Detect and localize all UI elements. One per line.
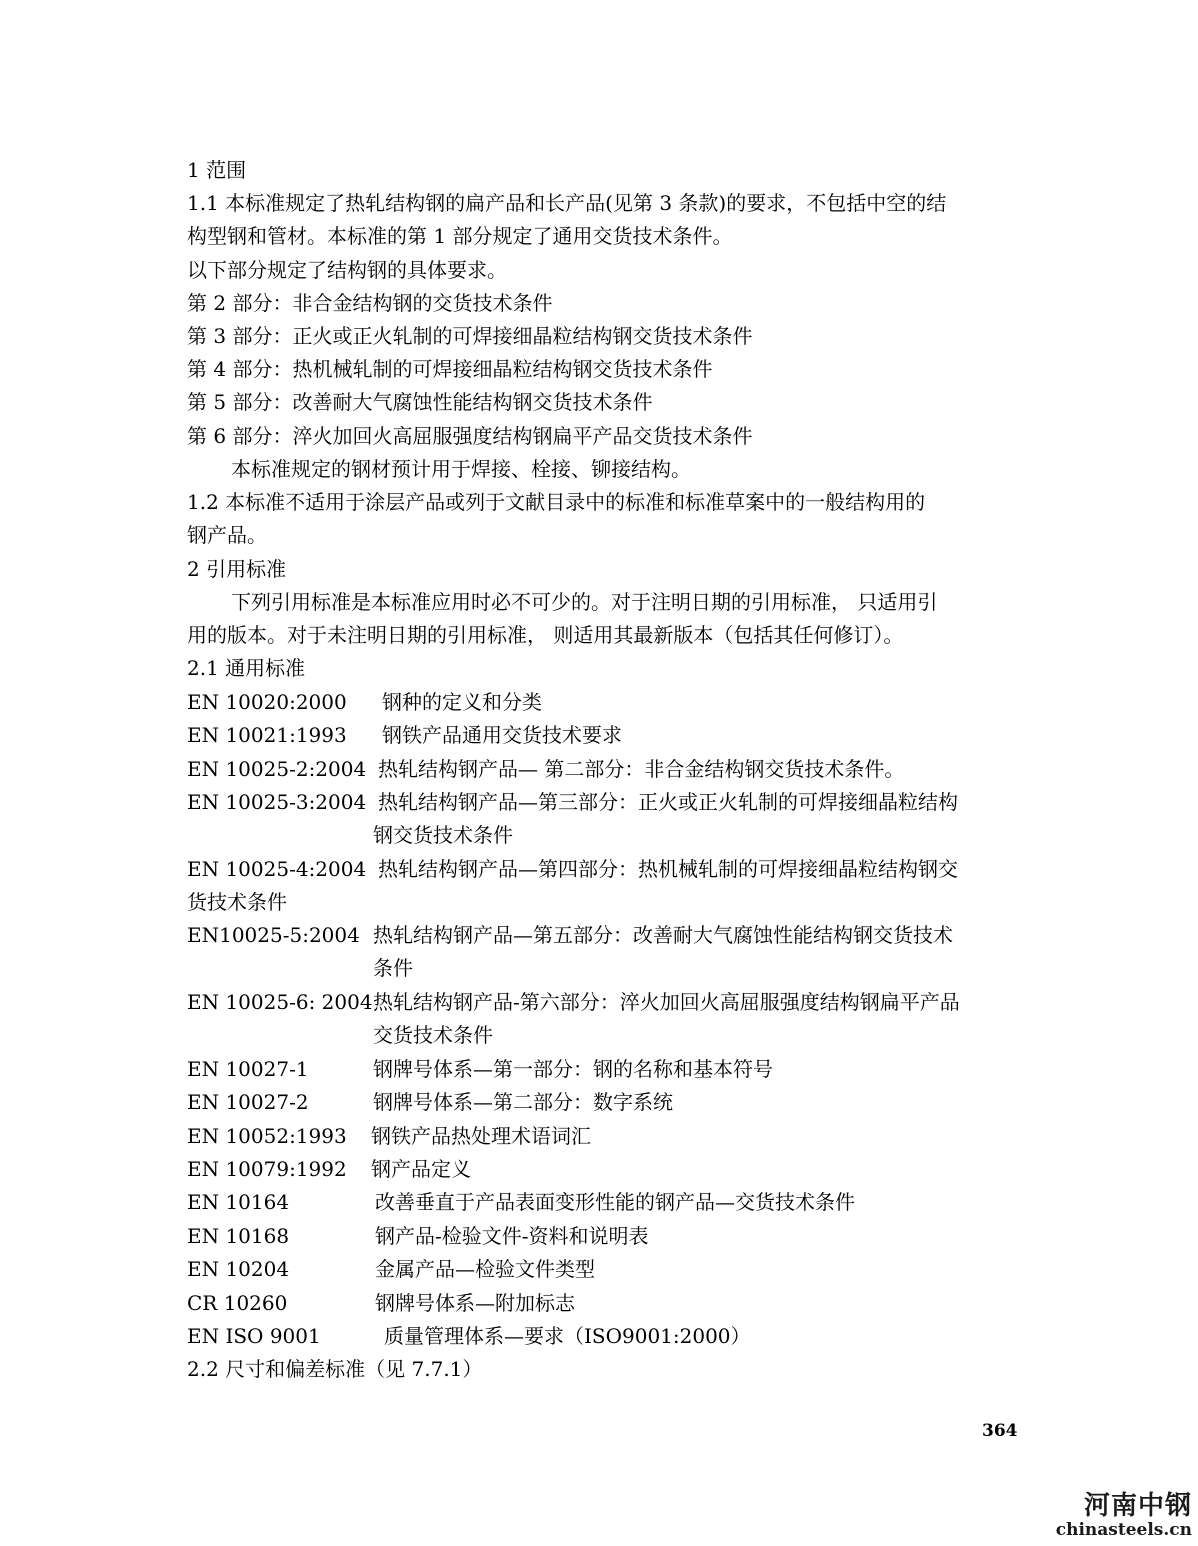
reference-description: 钢产品定义 xyxy=(371,1157,471,1181)
reference-code: CR 10260 xyxy=(187,1291,288,1315)
paragraph-line: 以下部分规定了结构钢的具体要求。 xyxy=(187,258,507,282)
reference-description: 热轧结构钢产品—第三部分：正火或正火轧制的可焊接细晶粒结构 xyxy=(378,790,958,814)
reference-description: 钢牌号体系—第一部分：钢的名称和基本符号 xyxy=(373,1057,773,1081)
reference-code: EN 10204 xyxy=(187,1257,290,1281)
reference-description: 钢牌号体系—第二部分：数字系统 xyxy=(373,1090,673,1114)
paragraph-line: 用的版本。对于未注明日期的引用标准， 则适用其最新版本（包括其任何修订）。 xyxy=(187,623,904,647)
reference-code: EN 10052:1993 xyxy=(187,1124,347,1148)
reference-description: 热轧结构钢产品-第六部分：淬火加回火高屈服强度结构钢扁平产品 xyxy=(373,990,960,1014)
reference-description-continued: 钢交货技术条件 xyxy=(373,823,513,847)
reference-description: 质量管理体系—要求（ISO9001:2000） xyxy=(384,1324,751,1348)
paragraph-line: 下列引用标准是本标准应用时必不可少的。对于注明日期的引用标准， 只适用引 xyxy=(231,590,938,614)
reference-description: 改善垂直于产品表面变形性能的钢产品—交货技术条件 xyxy=(375,1190,855,1214)
reference-description: 热轧结构钢产品—第四部分：热机械轧制的可焊接细晶粒结构钢交 xyxy=(378,857,958,881)
list-item: 第 6 部分：淬火加回火高屈服强度结构钢扁平产品交货技术条件 xyxy=(187,424,753,448)
reference-code: EN 10164 xyxy=(187,1190,290,1214)
list-item: 第 5 部分：改善耐大气腐蚀性能结构钢交货技术条件 xyxy=(187,390,653,414)
paragraph-line: 钢产品。 xyxy=(187,523,267,547)
watermark-domain: chinasteels.cn xyxy=(1055,1520,1192,1540)
reference-code: EN 10025-2:2004 xyxy=(187,757,367,781)
page-number: 364 xyxy=(982,1421,1018,1441)
reference-code: EN 10020:2000 xyxy=(187,690,347,714)
reference-description: 钢种的定义和分类 xyxy=(382,690,542,714)
reference-code: EN 10027-2 xyxy=(187,1090,309,1114)
reference-code: EN 10025-3:2004 xyxy=(187,790,367,814)
subsection-heading: 2.2 尺寸和偏差标准（见 7.7.1） xyxy=(187,1357,483,1381)
reference-code: EN 10025-4:2004 xyxy=(187,857,367,881)
reference-code: EN 10027-1 xyxy=(187,1057,309,1081)
reference-description: 金属产品—检验文件类型 xyxy=(375,1257,595,1281)
site-watermark xyxy=(1056,1492,1192,1540)
paragraph-line: 1.2 本标准不适用于涂层产品或列于文献目录中的标准和标准草案中的一般结构用的 xyxy=(187,490,926,514)
list-item: 第 4 部分：热机械轧制的可焊接细晶粒结构钢交货技术条件 xyxy=(187,357,713,381)
reference-code: EN10025-5:2004 xyxy=(187,923,360,947)
list-item: 第 3 部分：正火或正火轧制的可焊接细晶粒结构钢交货技术条件 xyxy=(187,324,753,348)
watermark-chinese: 河南中钢 xyxy=(1083,1491,1192,1521)
reference-code: EN ISO 9001 xyxy=(187,1324,321,1348)
list-item: 第 2 部分：非合金结构钢的交货技术条件 xyxy=(187,291,553,315)
reference-description: 钢产品-检验文件-资料和说明表 xyxy=(375,1224,649,1248)
reference-description: 钢牌号体系—附加标志 xyxy=(375,1291,575,1315)
section-heading-references: 2 引用标准 xyxy=(187,557,287,581)
subsection-heading: 2.1 通用标准 xyxy=(187,656,306,680)
reference-description: 热轧结构钢产品—第五部分：改善耐大气腐蚀性能结构钢交货技术 xyxy=(373,923,953,947)
section-heading-scope: 1 范围 xyxy=(187,158,247,182)
reference-code: EN 10025-6: 2004 xyxy=(187,990,373,1014)
reference-description-continued: 条件 xyxy=(373,956,413,980)
paragraph-line: 1.1 本标准规定了热轧结构钢的扁产品和长产品(见第 3 条款)的要求，不包括中空的结 xyxy=(187,191,947,215)
reference-code: EN 10079:1992 xyxy=(187,1157,347,1181)
reference-code: EN 10021:1993 xyxy=(187,723,347,747)
reference-code: EN 10168 xyxy=(187,1224,290,1248)
paragraph-line: 本标准规定的钢材预计用于焊接、栓接、铆接结构。 xyxy=(231,457,691,481)
paragraph-line: 构型钢和管材。本标准的第 1 部分规定了通用交货技术条件。 xyxy=(187,224,733,248)
reference-description: 热轧结构钢产品— 第二部分：非合金结构钢交货技术条件。 xyxy=(378,757,905,781)
reference-description: 钢铁产品通用交货技术要求 xyxy=(382,723,622,747)
reference-description-continued: 货技术条件 xyxy=(187,890,287,914)
reference-description-continued: 交货技术条件 xyxy=(373,1023,493,1047)
reference-description: 钢铁产品热处理术语词汇 xyxy=(371,1124,591,1148)
